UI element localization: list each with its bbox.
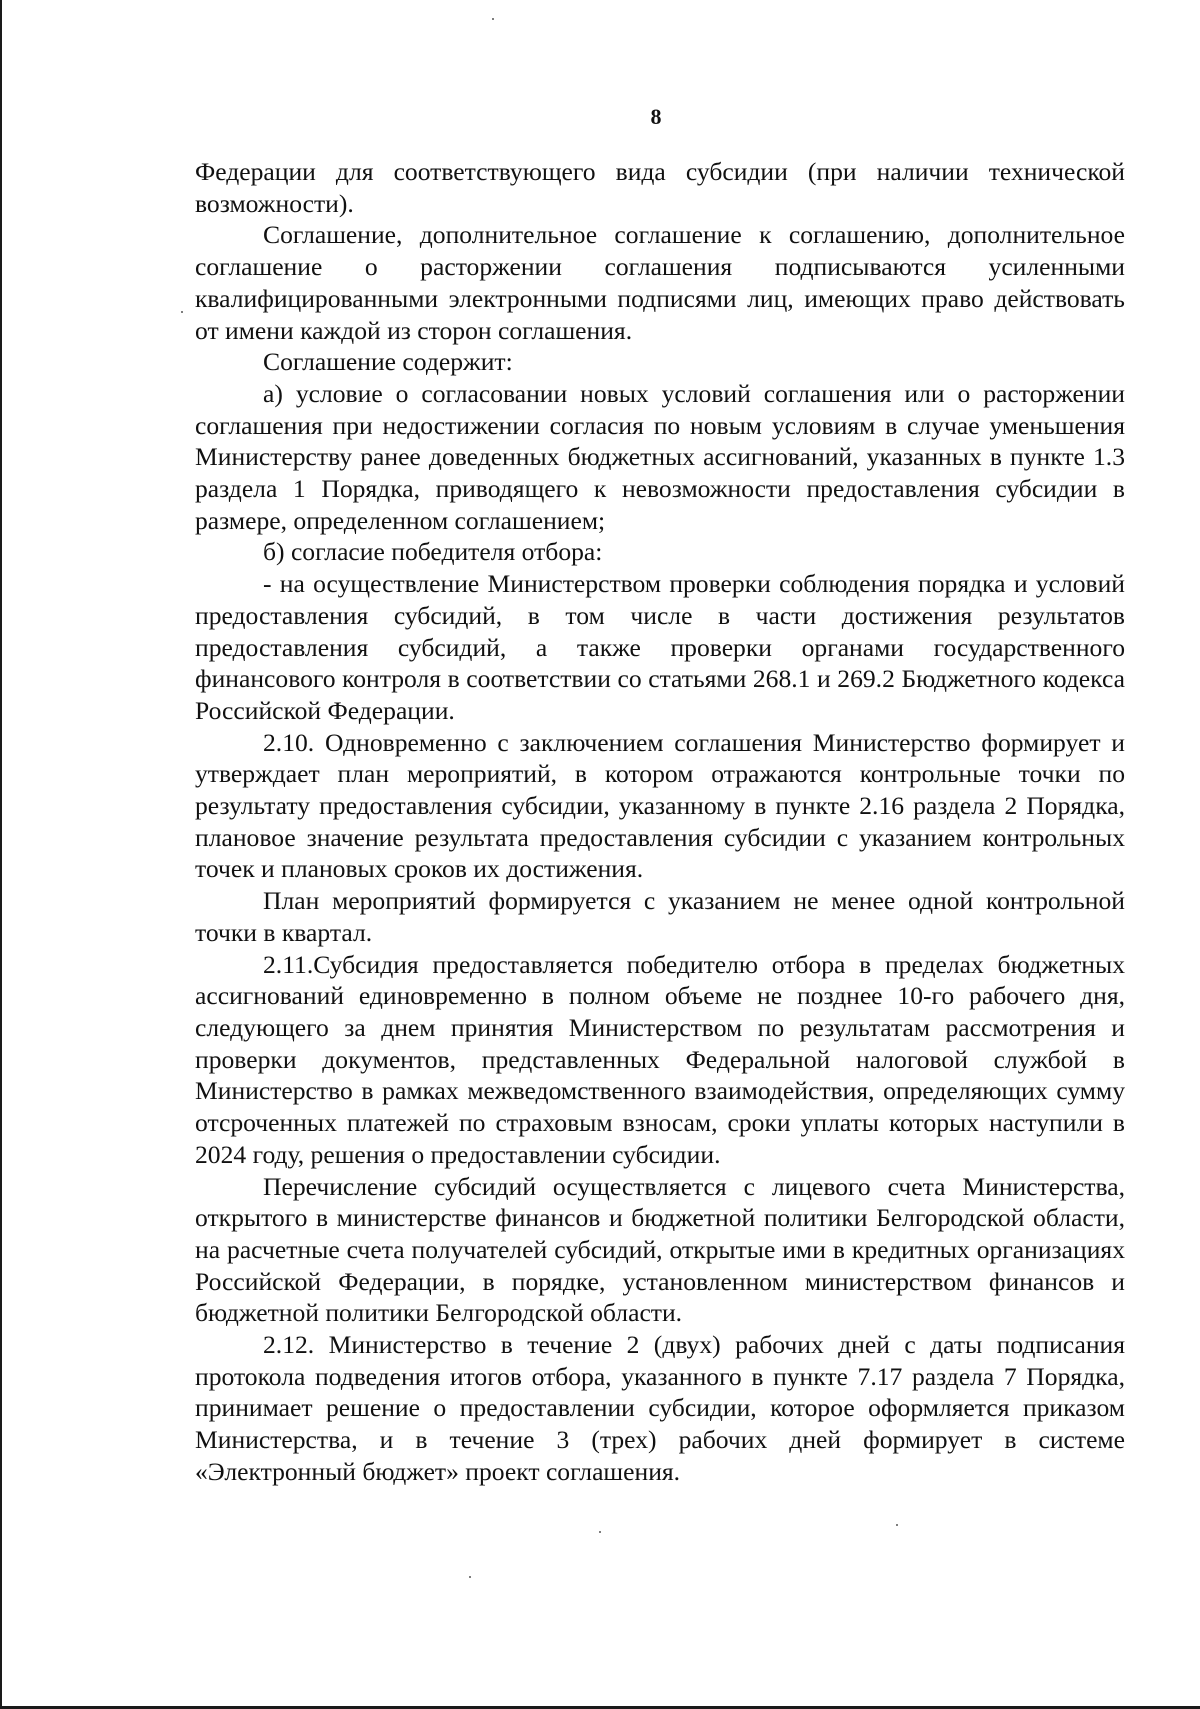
paragraph-2-12: 2.12. Министерство в течение 2 (двух) рабочих дней с даты подписания протокола подведения итогов отбора, указанного в пункте 7.17 раздела 7 Порядка, принимает решение о предоставлении субсидии, которое оформляется приказом Министерства, и в течение 3 (трех) рабочих дней формирует в системе «Электронный бюджет» проект соглашения. [195,1330,1125,1486]
paragraph-item-b: б) согласие победителя отбора: [263,537,603,567]
paragraph-2-10: 2.10. Одновременно с заключением соглашения Министерство формирует и утверждает план мероприятий, в котором отражаются контрольные точки по результату предоставления субсидии, указанному в пункте 2.16 раздела 2 Порядка, плановое значение результата предоставления субсидии с указанием контрольных точек и плановых сроков их достижения. [195,727,1125,884]
paragraph-transfer: Перечисление субсидий осуществляется с лицевого счета Министерства, открытого в министерстве финансов и бюджетной политики Белгородской области, на расчетные счета получателей субсидий, открытые ими в кредитных организациях Российской Федерации, в порядке, установленном министерством финансов и бюджетной политики Белгородской области. [195,1171,1125,1328]
scan-speck [599,1531,601,1533]
paragraph-item-a: а) условие о согласовании новых условий соглашения или о расторжении соглашения при недостижении согласия по новым условиям в случае уменьшения Министерству ранее доведенных бюджетных ассигнований, указанных в пункте 1.3 раздела 1 Порядка, приводящего к невозможности предоставления субсидии в размере, определенном соглашением; [195,378,1125,535]
paragraph-signature: Соглашение, дополнительное соглашение к соглашению, дополнительное соглашение о расторжении соглашения подписываются усиленными квалифицированными электронными подписями лиц, имеющих право действовать от имени каждой из сторон соглашения. [195,220,1125,345]
paragraph-item-b-consent: - на осуществление Министерством проверки соблюдения порядка и условий предоставления субсидий, в том числе в части достижения результатов предоставления субсидий, а также проверки органами государственного финансового контроля в соответствии со статьями 268.1 и 269.2 Бюджетного кодекса Российской Федерации. [195,569,1125,725]
scan-speck [181,311,183,313]
scan-speck [492,18,494,20]
scan-border-left [0,0,2,1709]
paragraph-continuation: Федерации для соответствующего вида субсидии (при наличии технической возможности). [195,157,1125,218]
paragraph-2-11: 2.11.Субсидия предоставляется победителю отбора в пределах бюджетных ассигнований единовременно в полном объеме не позднее 10-го рабочего дня, следующего за днем принятия Министерством по результатам рассмотрения и проверки документов, представленных Федеральной налоговой службой в Министерство в рамках межведомственного взаимодействия, определяющих сумму отсроченных платежей по страховым взносам, сроки уплаты которых наступили в 2024 году, решения о предоставлении субсидии. [195,949,1125,1169]
document-body [195,156,1125,1488]
scan-speck [896,1524,898,1526]
paragraph-agreement-contains: Соглашение содержит: [263,347,513,377]
paragraph-plan: План мероприятий формируется с указанием не менее одной контрольной точки в квартал. [195,886,1125,947]
scan-speck [469,1576,471,1578]
page-number: 8 [650,104,662,129]
